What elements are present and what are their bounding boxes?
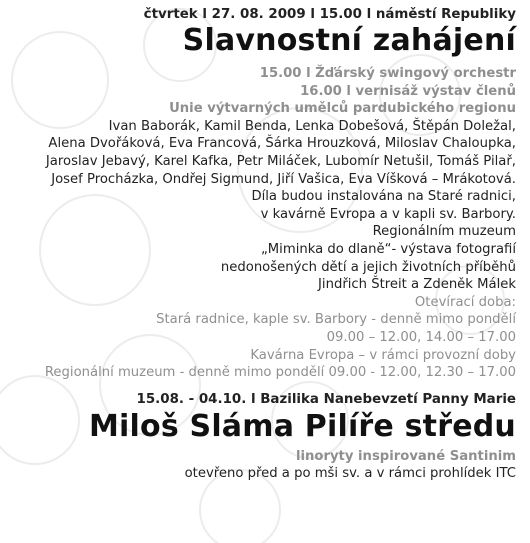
- artists-line: Jaroslav Jebavý, Karel Kafka, Petr Miláček, Lubomír Netušil, Tomáš Pilař,: [45, 153, 516, 169]
- museum-exhibit-line-1: „Miminka do dlaně“- výstava fotografií: [260, 241, 516, 257]
- event-date-line: čtvrtek l 27. 08. 2009 l 15.00 l náměstí Republiky: [143, 7, 516, 22]
- opening-hours-heading: Otevírací doba:: [414, 294, 516, 310]
- venues-line-1: Díla budou instalována na Staré radnici,: [251, 189, 516, 205]
- second-event-subtitle: linoryty inspirované Santinim: [295, 448, 516, 464]
- museum-exhibit-line-2: nedonošených dětí a jejich životních příběhů: [220, 259, 516, 275]
- opening-hours-line-2: 09.00 – 12.00, 14.00 – 17.00: [326, 329, 516, 345]
- venues-line-2: v kavárně Evropa a v kapli sv. Barbory.: [260, 206, 516, 222]
- opening-hours-line-1: Stará radnice, kaple sv. Barbory - denně mimo pondělí: [156, 312, 516, 328]
- opening-hours-line-3: Kavárna Evropa – v rámci provozní doby: [250, 347, 516, 363]
- second-event-note: otevřeno před a po mši sv. a v rámci prohlídek ITC: [184, 466, 516, 482]
- opening-hours-line-4: Regionální muzeum - denně mimo pondělí 09.00 - 12.00, 12.30 – 17.00: [44, 365, 516, 381]
- second-event-title: Miloš Sláma Pilíře středu: [88, 408, 516, 444]
- artists-line: Ivan Baborák, Kamil Benda, Lenka Dobešová, Štěpán Doležal,: [108, 118, 516, 134]
- program-line-3: Unie výtvarných umělců pardubického regionu: [169, 101, 516, 117]
- museum-authors: Jindřich Štreit a Zdeněk Málek: [318, 277, 516, 293]
- second-event-date-line: 15.08. - 04.10. l Bazilika Nanebevzetí Panny Marie: [136, 391, 516, 407]
- artists-line: Josef Procházka, Ondřej Sigmund, Jiří Vašica, Eva Víšková – Mrákotová.: [51, 171, 516, 187]
- museum-name: Regionálním muzeum: [372, 224, 516, 240]
- artists-line: Alena Dvořáková, Eva Francová, Šárka Hrouzková, Miloslav Chaloupka,: [48, 136, 516, 152]
- event-title: Slavnostní zahájení: [182, 23, 516, 58]
- program-line-1: 15.00 l Žďárský swingový orchestr: [259, 66, 516, 81]
- program-line-2: 16.00 l vernisáž výstav členů: [300, 83, 516, 99]
- poster-content: [6, 6, 516, 483]
